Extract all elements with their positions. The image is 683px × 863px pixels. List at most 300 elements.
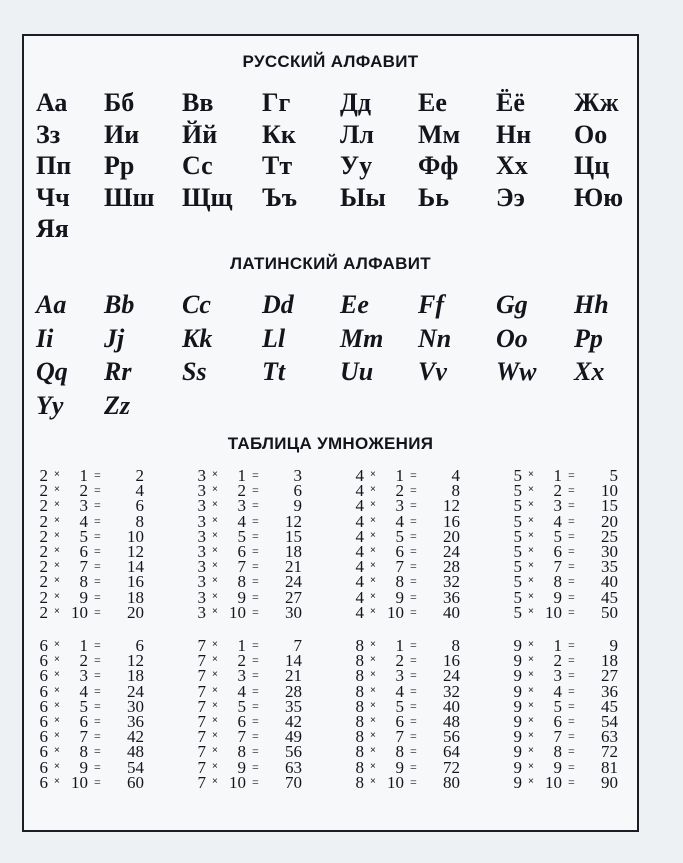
multiply-sign: × xyxy=(212,575,218,587)
multiplier: 1 xyxy=(237,466,246,485)
multiply-sign: × xyxy=(54,605,60,617)
multiply-sign: × xyxy=(528,484,534,496)
equals-sign: = xyxy=(568,574,575,589)
multiplier: 10 xyxy=(71,602,88,622)
multiply-sign: × xyxy=(528,669,534,681)
multiply-sign: × xyxy=(54,469,60,480)
equals-sign: = xyxy=(252,604,259,619)
factor: 6 xyxy=(39,712,48,731)
multiplier: 6 xyxy=(553,542,562,561)
factor: 7 xyxy=(197,651,206,671)
product: 21 xyxy=(285,557,302,577)
multiplier: 2 xyxy=(237,651,246,671)
multiplier: 6 xyxy=(237,712,246,731)
factor: 7 xyxy=(197,742,206,762)
product: 32 xyxy=(443,572,460,592)
equals-sign: = xyxy=(568,604,575,619)
multiplier: 6 xyxy=(553,712,562,731)
multiply-sign: × xyxy=(528,715,534,726)
equals-sign: = xyxy=(410,513,417,528)
factor: 4 xyxy=(355,481,364,501)
equals-sign: = xyxy=(94,653,101,668)
multiplier: 6 xyxy=(395,542,404,561)
product: 28 xyxy=(285,681,302,701)
multiply-sign: × xyxy=(212,639,218,650)
multiply-sign: × xyxy=(54,669,60,681)
factor: 5 xyxy=(513,526,522,546)
factor: 5 xyxy=(513,496,522,516)
equals-sign: = xyxy=(252,698,259,713)
multiply-sign: × xyxy=(54,654,60,666)
factor: 6 xyxy=(39,636,48,655)
multiplier: 5 xyxy=(553,696,562,716)
latin-letter-pair: Ss xyxy=(182,357,207,386)
product: 15 xyxy=(285,526,302,546)
latin-letter-pair: Zz xyxy=(104,390,130,420)
latin-letter-pair: Gg xyxy=(496,290,528,319)
equals-sign: = xyxy=(94,483,101,498)
equals-sign: = xyxy=(252,653,259,668)
factor: 5 xyxy=(513,602,522,622)
russian-letter-pair: Дд xyxy=(340,88,372,117)
latin-letter-pair: Tt xyxy=(262,357,286,386)
multiply-sign: × xyxy=(212,499,218,511)
equals-sign: = xyxy=(568,638,575,652)
equals-sign: = xyxy=(568,683,575,698)
product: 42 xyxy=(127,727,144,747)
equals-sign: = xyxy=(410,483,417,498)
russian-letter-pair: Кк xyxy=(262,119,296,149)
multiply-sign: × xyxy=(528,730,534,742)
multiplier: 4 xyxy=(79,511,88,531)
multiply-sign: × xyxy=(370,590,376,602)
equals-sign: = xyxy=(410,604,417,619)
equals-sign: = xyxy=(410,759,417,774)
latin-letter-pair: Uu xyxy=(340,357,374,386)
latin-letter-pair: Cc xyxy=(182,290,211,319)
equals-sign: = xyxy=(252,744,259,759)
russian-letter-pair: Ёё xyxy=(496,88,525,117)
factor: 9 xyxy=(513,772,522,792)
multiply-sign: × xyxy=(370,669,376,681)
multiplier: 3 xyxy=(79,496,88,516)
equals-sign: = xyxy=(252,559,259,574)
equals-sign: = xyxy=(568,498,575,513)
russian-letter-pair: Лл xyxy=(340,119,374,149)
equals-sign: = xyxy=(94,744,101,759)
product: 2 xyxy=(135,466,144,485)
equals-sign: = xyxy=(568,668,575,683)
multiply-sign: × xyxy=(54,545,60,556)
product: 20 xyxy=(127,602,144,622)
multiplier: 4 xyxy=(237,511,246,531)
multiply-sign: × xyxy=(212,684,218,696)
product: 24 xyxy=(285,572,302,592)
latin-letter-pair: Yy xyxy=(36,390,64,420)
multiplier: 8 xyxy=(395,742,404,762)
latin-letter-pair: Vv xyxy=(418,357,447,386)
equals-sign: = xyxy=(568,698,575,713)
multiply-sign: × xyxy=(54,699,60,711)
multiply-sign: × xyxy=(212,654,218,666)
multiply-sign: × xyxy=(528,545,534,556)
equals-sign: = xyxy=(568,528,575,543)
equals-sign: = xyxy=(568,468,575,482)
multiplier: 9 xyxy=(553,757,562,777)
factor: 3 xyxy=(197,542,206,561)
product: 12 xyxy=(443,496,460,516)
product: 6 xyxy=(293,481,302,501)
multiplier: 4 xyxy=(237,681,246,701)
multiply-sign: × xyxy=(212,545,218,556)
factor: 9 xyxy=(513,666,522,686)
multiplier: 2 xyxy=(553,651,562,671)
multiply-sign: × xyxy=(212,745,218,757)
multiply-sign: × xyxy=(212,775,218,787)
equals-sign: = xyxy=(252,668,259,683)
multiplier: 5 xyxy=(79,696,88,716)
equals-sign: = xyxy=(568,513,575,528)
factor: 2 xyxy=(39,511,48,531)
factor: 2 xyxy=(39,542,48,561)
multiplier: 5 xyxy=(395,696,404,716)
multiplier: 8 xyxy=(237,572,246,592)
multiplier: 7 xyxy=(79,727,88,747)
multiply-sign: × xyxy=(212,560,218,572)
multiplier: 9 xyxy=(395,757,404,777)
multiply-sign: × xyxy=(370,715,376,726)
multiplier: 3 xyxy=(553,496,562,516)
russian-letter-pair: Тт xyxy=(262,151,293,180)
multiplier: 10 xyxy=(229,602,246,622)
equals-sign: = xyxy=(94,528,101,543)
product: 30 xyxy=(127,696,144,716)
multiplier: 4 xyxy=(79,681,88,701)
equals-sign: = xyxy=(94,668,101,683)
latin-letter-pair: Jj xyxy=(104,323,125,353)
russian-letter-pair: Ыы xyxy=(340,182,386,212)
multiplier: 7 xyxy=(553,727,562,747)
equals-sign: = xyxy=(252,468,259,482)
multiplier: 3 xyxy=(237,666,246,686)
latin-letter-pair: Bb xyxy=(104,290,135,319)
russian-letter-pair: Гг xyxy=(262,88,291,117)
product: 16 xyxy=(127,572,144,592)
multiply-sign: × xyxy=(528,775,534,787)
multiplier: 6 xyxy=(395,712,404,731)
equals-sign: = xyxy=(252,589,259,604)
multiply-sign: × xyxy=(212,469,218,480)
product: 72 xyxy=(443,757,460,777)
product: 45 xyxy=(601,696,618,716)
multiply-sign: × xyxy=(370,529,376,541)
factor: 4 xyxy=(355,526,364,546)
factor: 8 xyxy=(355,696,364,716)
equals-sign: = xyxy=(94,544,101,558)
product: 18 xyxy=(601,651,618,671)
multiply-sign: × xyxy=(212,669,218,681)
multiply-sign: × xyxy=(212,730,218,742)
factor: 8 xyxy=(355,772,364,792)
equals-sign: = xyxy=(94,498,101,513)
product: 27 xyxy=(601,666,618,686)
latin-letter-pair: Ll xyxy=(262,323,286,353)
multiply-sign: × xyxy=(54,484,60,496)
multiplier: 7 xyxy=(237,727,246,747)
equals-sign: = xyxy=(410,668,417,683)
factor: 4 xyxy=(355,466,364,485)
product: 72 xyxy=(601,742,618,762)
factor: 4 xyxy=(355,572,364,592)
multiplier: 7 xyxy=(79,557,88,577)
equals-sign: = xyxy=(568,714,575,728)
equals-sign: = xyxy=(410,774,417,789)
equals-sign: = xyxy=(410,574,417,589)
product: 21 xyxy=(285,666,302,686)
product: 54 xyxy=(127,757,144,777)
multiplier: 2 xyxy=(79,481,88,501)
russian-letter-pair: Бб xyxy=(104,88,135,117)
factor: 2 xyxy=(39,557,48,577)
russian-letter-pair: Мм xyxy=(418,119,461,149)
multiplier: 6 xyxy=(79,542,88,561)
product: 12 xyxy=(127,651,144,671)
factor: 9 xyxy=(513,681,522,701)
factor: 4 xyxy=(355,557,364,577)
product: 27 xyxy=(285,587,302,607)
equals-sign: = xyxy=(94,683,101,698)
equals-sign: = xyxy=(94,468,101,482)
multiplier: 10 xyxy=(545,602,562,622)
product: 8 xyxy=(451,636,460,655)
factor: 7 xyxy=(197,681,206,701)
equals-sign: = xyxy=(252,513,259,528)
multiplier: 7 xyxy=(395,727,404,747)
factor: 6 xyxy=(39,651,48,671)
russian-letter-pair: Уу xyxy=(340,151,373,180)
russian-letter-pair: Нн xyxy=(496,119,532,149)
latin-letter-pair: Ff xyxy=(418,290,444,319)
multiplier: 8 xyxy=(395,572,404,592)
equals-sign: = xyxy=(252,759,259,774)
product: 64 xyxy=(443,742,460,762)
equals-sign: = xyxy=(410,698,417,713)
multiply-sign: × xyxy=(528,590,534,602)
product: 15 xyxy=(601,496,618,516)
russian-letter-pair: Аа xyxy=(36,88,68,117)
multiply-sign: × xyxy=(212,760,218,772)
latin-alphabet-title: ЛАТИНСКИЙ АЛФАВИТ xyxy=(230,254,431,273)
factor: 7 xyxy=(197,772,206,792)
russian-letter-pair: Шш xyxy=(104,182,155,212)
factor: 7 xyxy=(197,757,206,777)
equals-sign: = xyxy=(410,653,417,668)
product: 10 xyxy=(601,481,618,501)
factor: 3 xyxy=(197,557,206,577)
latin-letter-pair: Qq xyxy=(36,357,68,386)
multiply-sign: × xyxy=(54,499,60,511)
multiply-sign: × xyxy=(370,775,376,787)
multiplier: 8 xyxy=(79,742,88,762)
factor: 6 xyxy=(39,757,48,777)
equals-sign: = xyxy=(94,513,101,528)
product: 18 xyxy=(127,587,144,607)
product: 50 xyxy=(601,602,618,622)
factor: 7 xyxy=(197,712,206,731)
russian-letter-pair: Ээ xyxy=(496,182,525,212)
factor: 8 xyxy=(355,757,364,777)
product: 9 xyxy=(609,636,618,655)
russian-letter-pair: Чч xyxy=(36,182,70,212)
product: 56 xyxy=(285,742,302,762)
equals-sign: = xyxy=(94,759,101,774)
multiply-sign: × xyxy=(370,575,376,587)
product: 28 xyxy=(443,557,460,577)
product: 32 xyxy=(443,681,460,701)
factor: 8 xyxy=(355,666,364,686)
product: 30 xyxy=(285,602,302,622)
multiplier: 1 xyxy=(237,636,246,655)
factor: 9 xyxy=(513,757,522,777)
multiplier: 1 xyxy=(395,636,404,655)
multiply-sign: × xyxy=(370,730,376,742)
multiply-sign: × xyxy=(54,575,60,587)
factor: 8 xyxy=(355,636,364,655)
russian-letter-pair: Ии xyxy=(104,119,140,149)
multiplier: 2 xyxy=(553,481,562,501)
reference-sheet xyxy=(22,34,639,832)
equals-sign: = xyxy=(568,759,575,774)
equals-sign: = xyxy=(410,729,417,744)
multiplier: 2 xyxy=(395,481,404,501)
multiplier: 7 xyxy=(395,557,404,577)
product: 25 xyxy=(601,526,618,546)
multiplier: 5 xyxy=(79,526,88,546)
factor: 5 xyxy=(513,542,522,561)
equals-sign: = xyxy=(410,683,417,698)
factor: 2 xyxy=(39,602,48,622)
equals-sign: = xyxy=(410,744,417,759)
factor: 5 xyxy=(513,511,522,531)
russian-letter-pair: Вв xyxy=(182,88,214,117)
product: 63 xyxy=(601,727,618,747)
multiplier: 2 xyxy=(237,481,246,501)
factor: 6 xyxy=(39,666,48,686)
multiply-sign: × xyxy=(212,514,218,526)
factor: 9 xyxy=(513,727,522,747)
multiplication-table-title: ТАБЛИЦА УМНОЖЕНИЯ xyxy=(227,434,434,453)
multiply-sign: × xyxy=(528,529,534,541)
latin-letter-pair: Ww xyxy=(496,357,537,386)
multiply-sign: × xyxy=(528,654,534,666)
multiply-sign: × xyxy=(528,745,534,757)
equals-sign: = xyxy=(94,714,101,728)
multiplier: 5 xyxy=(553,526,562,546)
factor: 9 xyxy=(513,742,522,762)
factor: 9 xyxy=(513,636,522,655)
product: 45 xyxy=(601,587,618,607)
product: 60 xyxy=(127,772,144,792)
equals-sign: = xyxy=(252,774,259,789)
equals-sign: = xyxy=(410,468,417,482)
product: 40 xyxy=(443,602,460,622)
russian-letter-pair: Йй xyxy=(182,119,218,149)
product: 36 xyxy=(127,712,144,731)
multiplier: 4 xyxy=(395,511,404,531)
multiplier: 10 xyxy=(71,772,88,792)
equals-sign: = xyxy=(252,714,259,728)
russian-letter-pair: Сс xyxy=(182,151,213,180)
product: 24 xyxy=(127,681,144,701)
product: 8 xyxy=(451,481,460,501)
factor: 4 xyxy=(355,496,364,516)
multiply-sign: × xyxy=(528,699,534,711)
russian-letter-pair: Оо xyxy=(574,119,608,149)
russian-letter-pair: Пп xyxy=(36,151,72,180)
product: 48 xyxy=(127,742,144,762)
multiply-sign: × xyxy=(370,545,376,556)
equals-sign: = xyxy=(568,729,575,744)
russian-letter-pair: Яя xyxy=(36,214,69,243)
product: 14 xyxy=(127,557,144,577)
product: 40 xyxy=(601,572,618,592)
multiply-sign: × xyxy=(54,560,60,572)
factor: 6 xyxy=(39,742,48,762)
multiply-sign: × xyxy=(54,590,60,602)
multiplier: 1 xyxy=(553,636,562,655)
product: 18 xyxy=(127,666,144,686)
product: 70 xyxy=(285,772,302,792)
product: 12 xyxy=(127,542,144,561)
factor: 7 xyxy=(197,727,206,747)
multiply-sign: × xyxy=(54,684,60,696)
russian-letter-pair: Зз xyxy=(36,119,61,149)
product: 63 xyxy=(285,757,302,777)
multiplier: 3 xyxy=(395,666,404,686)
product: 3 xyxy=(293,466,302,485)
multiply-sign: × xyxy=(528,605,534,617)
product: 56 xyxy=(443,727,460,747)
factor: 4 xyxy=(355,511,364,531)
factor: 4 xyxy=(355,542,364,561)
factor: 9 xyxy=(513,696,522,716)
multiply-sign: × xyxy=(528,639,534,650)
equals-sign: = xyxy=(568,559,575,574)
multiplier: 9 xyxy=(79,587,88,607)
factor: 5 xyxy=(513,557,522,577)
product: 49 xyxy=(285,727,302,747)
product: 30 xyxy=(601,542,618,561)
factor: 7 xyxy=(197,666,206,686)
factor: 3 xyxy=(197,587,206,607)
multiply-sign: × xyxy=(54,730,60,742)
equals-sign: = xyxy=(252,729,259,744)
product: 42 xyxy=(285,712,302,731)
factor: 4 xyxy=(355,602,364,622)
product: 7 xyxy=(293,636,302,655)
factor: 2 xyxy=(39,587,48,607)
multiplier: 1 xyxy=(553,466,562,485)
factor: 2 xyxy=(39,572,48,592)
factor: 7 xyxy=(197,636,206,655)
factor: 3 xyxy=(197,466,206,485)
multiply-sign: × xyxy=(528,760,534,772)
multiply-sign: × xyxy=(528,514,534,526)
multiplier: 1 xyxy=(79,636,88,655)
product: 48 xyxy=(443,712,460,731)
multiply-sign: × xyxy=(212,590,218,602)
multiply-sign: × xyxy=(370,560,376,572)
